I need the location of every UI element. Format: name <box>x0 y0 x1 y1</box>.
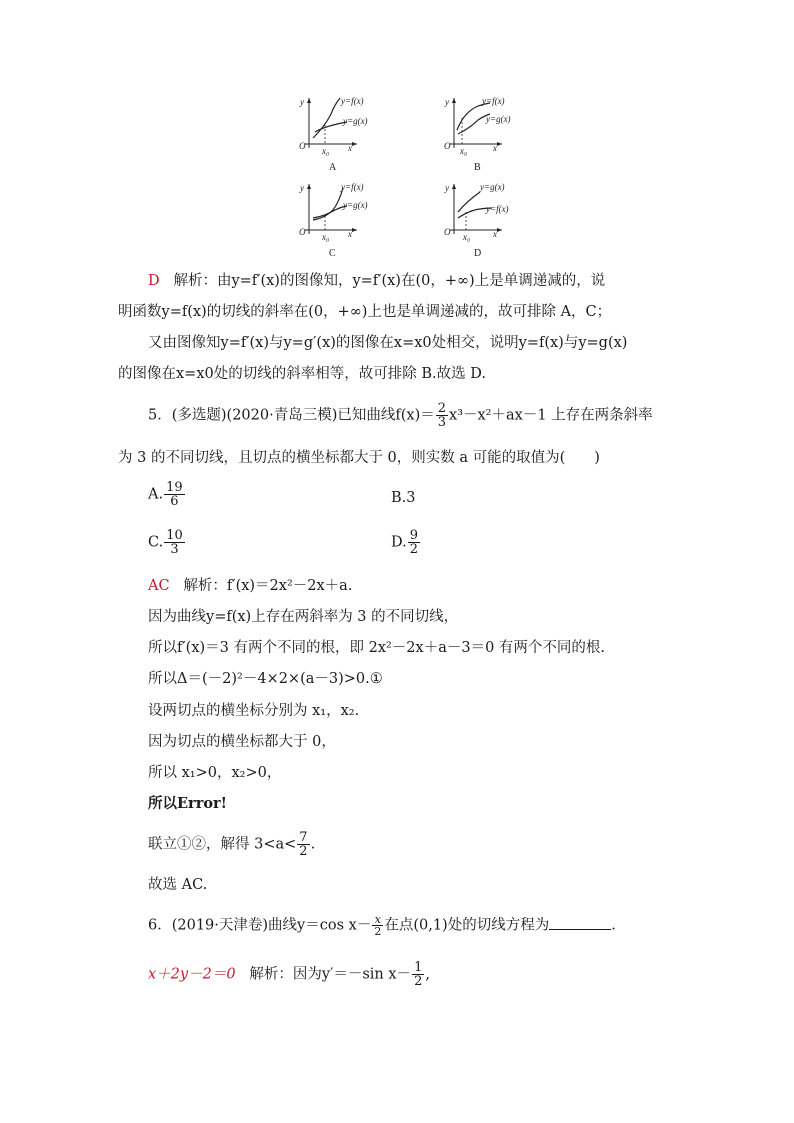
x-label: x <box>493 229 497 239</box>
g-label: y=g(x) <box>343 200 368 210</box>
q4-solution-line2: 明函数y=f(x)的切线的斜率在(0，+∞)上也是单调递减的，故可排除 A，C； <box>118 304 612 320</box>
graph-c-plot <box>285 178 385 263</box>
q6-end: . <box>611 917 616 934</box>
x-label: x <box>348 229 352 239</box>
q5-stem-line2: 为 3 的不同切线，且切点的横坐标都大于 0，则实数 a 可能的取值为( ) <box>118 450 600 466</box>
y-label: y <box>445 183 449 193</box>
g-label: y=g(x) <box>486 114 511 124</box>
curve-f <box>313 98 340 138</box>
f-label: y=f(x) <box>486 204 509 214</box>
q6-sol-suffix: , <box>425 966 430 983</box>
q5-solution-line6: 因为切点的横坐标都大于 0， <box>148 734 336 750</box>
option-d-fraction <box>408 529 420 556</box>
q4-line1-text: 解析：由y=f′(x)的图像知，y=f′(x)在(0，+∞)上是单调递减的，说 <box>173 273 606 289</box>
graph-a <box>285 92 385 177</box>
q5-option-b[interactable]: B.3 <box>391 490 416 506</box>
option-a-fraction <box>164 481 185 508</box>
q6-rest: 在点(0,1)处的切线方程为 <box>384 917 550 934</box>
q5-solution-line2: 因为曲线y=f(x)上存在两斜率为 3 的不同切线， <box>148 609 459 625</box>
q4-solution-line4: 的图像在x=x0处的切线的斜率相等，故可排除 B.故选 D. <box>118 366 486 382</box>
x-label: x <box>348 143 352 153</box>
option-c-den: 3 <box>170 542 179 557</box>
q6-answer: x＋2y－2＝0 <box>148 966 236 983</box>
option-d-label: D. <box>391 534 407 551</box>
origin-label: O <box>444 227 451 237</box>
g-label: y=g(x) <box>480 182 505 192</box>
q6-sol-prefix: 解析：因为y′＝－sin x－ <box>249 966 412 983</box>
q5-sol9-suffix: . <box>310 836 316 853</box>
y-label: y <box>445 97 449 107</box>
q5-solution-line1 <box>148 576 352 596</box>
f-label: y=f(x) <box>482 96 505 106</box>
q5-solution-line10: 故选 AC. <box>148 877 208 893</box>
graph-b <box>430 92 530 177</box>
q5-solution-line7: 所以 x₁>0，x₂>0， <box>148 765 282 781</box>
q5-option-a[interactable] <box>148 481 186 508</box>
q6-stem <box>148 914 616 937</box>
graph-d-plot <box>430 178 530 263</box>
answer-graphs <box>285 92 535 262</box>
q5-solution-line5: 设两切点的横坐标分别为 x₁，x₂. <box>148 703 360 719</box>
origin-label: O <box>299 141 306 151</box>
graph-c <box>285 178 385 263</box>
q5-option-d[interactable] <box>391 529 421 556</box>
q5-solution-line8: 所以Error! <box>148 795 228 812</box>
g-label: y=g(x) <box>343 116 368 126</box>
x-axis-arrow-icon <box>497 142 502 146</box>
q4-answer: D <box>148 273 160 289</box>
q6-sol-num: 1 <box>414 960 423 975</box>
q5-sol9-prefix: 联立①②，解得 3<a< <box>148 836 297 853</box>
caption-a: A <box>329 162 337 173</box>
option-c-num: 10 <box>166 528 183 543</box>
q6-frac-num: x <box>372 914 383 926</box>
graph-a-plot <box>285 92 385 177</box>
option-d-den: 2 <box>409 542 418 557</box>
graph-b-plot <box>430 92 530 177</box>
origin-label: O <box>299 227 306 237</box>
q6-prefix: 6．(2019·天津卷)曲线y＝cos x－ <box>148 917 372 934</box>
x0-label: x₀ <box>322 146 330 156</box>
q5-solution-line4: 所以Δ＝(－2)²－4×2×(a－3)>0.① <box>148 671 383 687</box>
x-label: x <box>493 143 497 153</box>
q5-sol9-num: 7 <box>299 830 308 845</box>
y-label: y <box>300 97 304 107</box>
x0-label: x₀ <box>463 232 471 242</box>
q6-solution-line1 <box>148 961 430 988</box>
option-a-den: 6 <box>170 494 179 509</box>
q5-sol1-text: 解析：f′(x)＝2x²－2x＋a. <box>183 578 353 594</box>
q4-solution-line1 <box>148 271 605 291</box>
q5-sol9-den: 2 <box>299 844 308 859</box>
x0-label: x₀ <box>460 146 468 156</box>
option-c-label: C. <box>148 534 164 551</box>
q5-rest: x³－x²＋ax－1 上存在两条斜率 <box>449 407 653 424</box>
y-label: y <box>300 183 304 193</box>
q5-sol9-fraction <box>297 831 309 858</box>
q6-frac-den: 2 <box>374 925 382 938</box>
option-a-label: A. <box>148 486 164 503</box>
x-axis-arrow-icon <box>352 142 357 146</box>
q5-prefix: 5．(多选题)(2020·青岛三模)已知曲线f(x)＝ <box>148 407 435 424</box>
y-axis-arrow-icon <box>307 184 311 189</box>
caption-b: B <box>474 162 481 173</box>
q5-option-c[interactable] <box>148 529 186 556</box>
f-label: y=f(x) <box>341 96 364 106</box>
option-a-num: 19 <box>166 480 183 495</box>
f-label: y=f(x) <box>341 182 364 192</box>
option-c-fraction <box>164 529 185 556</box>
q5-fraction <box>436 402 448 429</box>
q6-sol-den: 2 <box>414 974 423 989</box>
q5-solution-line3: 所以f′(x)＝3 有两个不同的根，即 2x²－2x＋a－3＝0 有两个不同的根. <box>148 640 606 656</box>
option-d-num: 9 <box>409 528 418 543</box>
curve-f <box>313 188 343 220</box>
origin-label: O <box>444 141 451 151</box>
q6-fraction <box>372 914 383 937</box>
x-axis-arrow-icon <box>497 228 502 232</box>
x-axis-arrow-icon <box>352 228 357 232</box>
q5-stem-line1 <box>148 402 653 429</box>
caption-d: D <box>474 248 482 259</box>
q4-solution-line3: 又由图像知y=f′(x)与y=g′(x)的图像在x=x0处相交，说明y=f(x)与y=g(x) <box>148 335 628 351</box>
x0-label: x₀ <box>322 232 330 242</box>
caption-c: C <box>329 248 336 259</box>
q5-frac-den: 3 <box>437 415 447 430</box>
q5-frac-num: 2 <box>437 401 447 416</box>
q5-solution-line9 <box>148 831 315 858</box>
y-axis-arrow-icon <box>307 98 311 103</box>
q6-sol-fraction <box>412 961 424 988</box>
graph-d <box>430 178 530 263</box>
q6-answer-blank[interactable] <box>549 915 611 930</box>
q5-answer: AC <box>148 578 170 594</box>
y-axis-arrow-icon <box>452 184 456 189</box>
y-axis-arrow-icon <box>452 98 456 103</box>
